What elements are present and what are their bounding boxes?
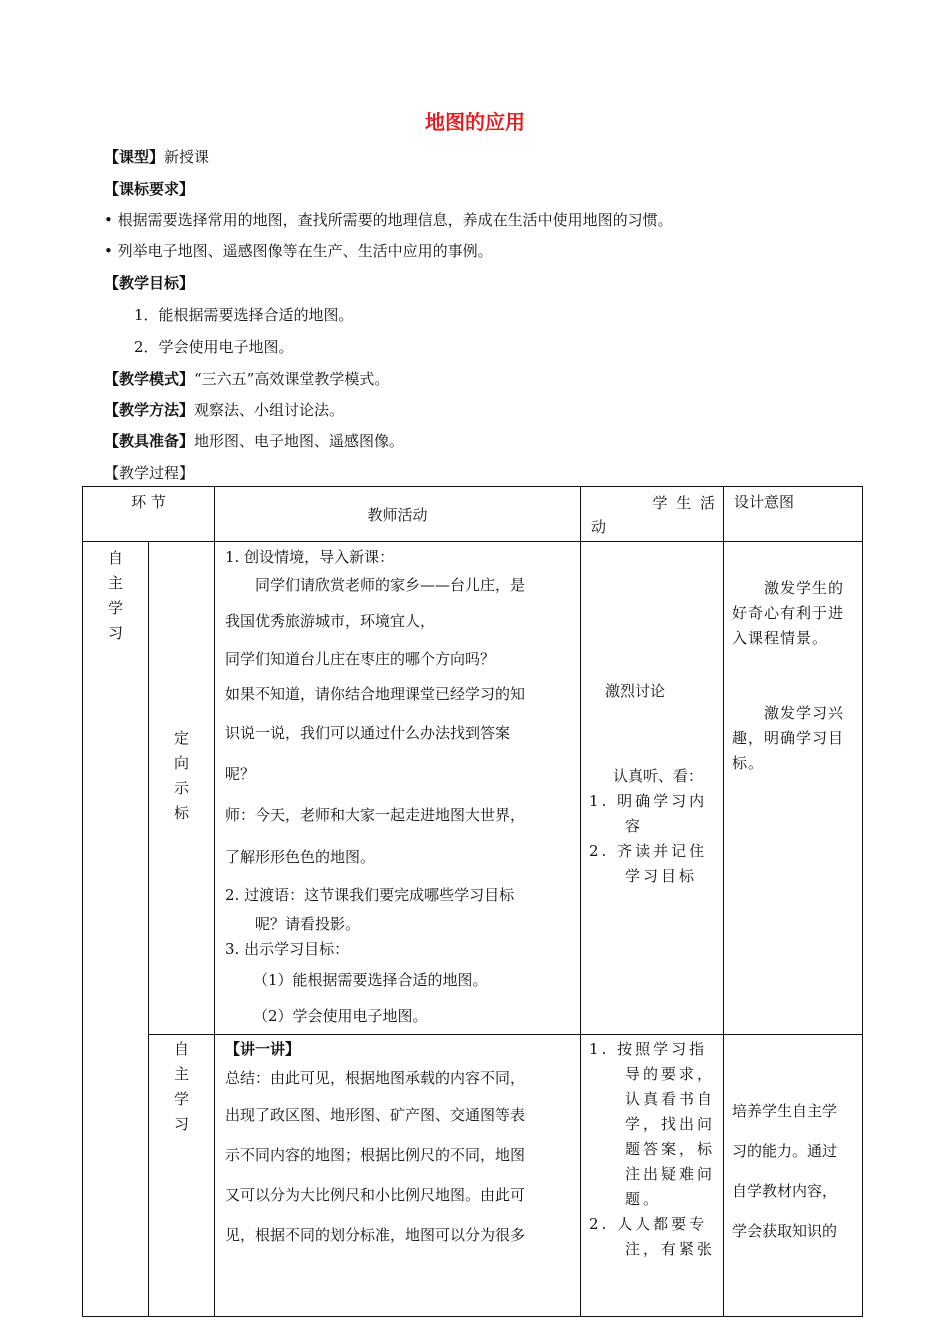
standards-item-2: • 列举电子地图、遥感图像等在生产、生活中应用的事例。 [104,242,493,260]
goals-item-1: 1．能根据需要选择合适的地图。 [134,306,354,324]
header-student-line1: 学 生 活 [652,494,717,512]
teacher-line: 呢？ [225,765,256,783]
design-line: 激发学生的 [732,579,845,597]
design-line: 激发学习兴 [732,704,845,722]
stage-cell [83,542,149,1317]
student-activity-self-study [581,1035,724,1317]
header-stage: 环 节 [83,487,215,542]
stage-char: 习 [107,624,123,642]
student-listen: 认真听、看： [613,767,704,785]
teacher-line: 师：今天，老师和大家一起走进地图大世界， [225,806,526,824]
student-line: 题答案，标 [589,1140,716,1158]
header-design: 设计意图 [724,487,863,542]
process-label: 【教学过程】 [104,464,195,482]
table-header-row [83,487,863,542]
teacher-activity-orientation [215,542,581,1035]
student-line: 学习目标 [589,867,698,885]
substage-char: 定 [173,729,189,747]
table-row-orientation [83,542,863,1035]
teacher-line: 出现了政区图、地形图、矿产图、交通图等表 [225,1106,526,1124]
student-line: 题。 [589,1190,662,1208]
design-line: 标。 [732,754,765,772]
design-intent-self-study [724,1035,863,1317]
substage-char: 自 [173,1040,189,1058]
teaching-mode-value: “三六五”高效课堂教学模式。 [194,370,390,388]
teacher-line: 同学们知道台儿庄在枣庄的哪个方向吗？ [225,650,496,668]
student-line: 2. 人人都要专 [589,1215,708,1233]
teacher-line: 见，根据不同的划分标准，地图可以分为很多 [225,1226,526,1244]
teacher-line: 又可以分为大比例尺和小比例尺地图。由此可 [225,1186,526,1204]
student-line: 1. 按照学习指 [589,1040,708,1058]
design-line: 学会获取知识的 [732,1222,838,1240]
page-title: 地图的应用 [425,110,525,134]
standards-item-1: • 根据需要选择常用的地图，查找所需要的地理信息，养成在生活中使用地图的习惯。 [104,211,673,229]
table-row-self-study [83,1035,863,1317]
teacher-line: 1. 创设情境，导入新课： [225,548,395,566]
design-line: 好奇心有利于进 [732,604,845,622]
teaching-mode [104,368,389,389]
teaching-tools [104,430,404,451]
stage-char: 主 [107,574,123,592]
stage-char: 自 [107,549,123,567]
substage-char: 主 [173,1065,189,1083]
teacher-line: 我国优秀旅游城市，环境宜人， [225,612,436,630]
lesson-type-value: 新授课 [164,148,210,166]
design-line: 入课程情景。 [732,629,829,647]
teacher-activity-self-study [215,1035,581,1317]
teacher-line: 了解形形色色的地图。 [225,848,376,866]
teaching-tools-value: 地形图、电子地图、遥感图像。 [194,432,405,450]
substage-self-study [149,1035,215,1317]
teacher-line: 识说一说，我们可以通过什么办法找到答案 [225,724,511,742]
lesson-type [104,146,209,167]
student-activity-orientation [581,542,724,1035]
teacher-line: 2. 过渡语：这节课我们要完成哪些学习目标 [225,886,515,904]
student-line: 注出疑难问 [589,1165,716,1183]
teacher-line: （1）能根据需要选择合适的地图。 [253,971,488,989]
substage-char: 学 [173,1090,189,1108]
teacher-heading: 【讲一讲】 [225,1040,301,1058]
student-line: 导的要求， [589,1065,716,1083]
teaching-method-label: 【教学方法】 [104,401,195,419]
teacher-line: 示不同内容的地图；根据比例尺的不同，地图 [225,1146,526,1164]
header-student-line2: 动 [591,518,607,536]
design-line: 自学教材内容， [732,1182,838,1200]
teacher-line: 如果不知道，请你结合地理课堂已经学习的知 [225,685,526,703]
process-table [82,486,863,1317]
design-intent-orientation [724,542,863,1035]
teaching-method-value: 观察法、小组讨论法。 [194,401,345,419]
header-student [581,487,724,542]
header-teacher: 教师活动 [215,487,581,542]
teaching-mode-label: 【教学模式】 [104,370,195,388]
teacher-line: 同学们请欣赏老师的家乡——台儿庄，是 [225,576,526,594]
teaching-tools-label: 【教具准备】 [104,432,195,450]
lesson-type-label: 【课型】 [104,148,165,166]
teacher-line: 呢？请看投影。 [225,915,361,933]
student-discuss: 激烈讨论 [605,682,666,700]
substage-char: 标 [173,804,189,822]
teacher-line: 总结：由此可见，根据地图承载的内容不同， [225,1069,526,1087]
teaching-method [104,399,344,420]
design-line: 培养学生自主学 [732,1102,838,1120]
teacher-line: （2）学会使用电子地图。 [253,1007,428,1025]
substage-char: 习 [173,1115,189,1133]
student-line: 认真看书自 [589,1090,716,1108]
standards-label: 【课标要求】 [104,180,195,198]
goals-item-2: 2．学会使用电子地图。 [134,338,294,356]
student-line: 注，有紧张 [589,1240,716,1258]
stage-char: 学 [107,599,123,617]
substage-orientation [149,542,215,1035]
substage-char: 示 [173,779,189,797]
teacher-line: 3. 出示学习目标： [225,940,350,958]
student-line: 学，找出问 [589,1115,716,1133]
design-line: 趣，明确学习目 [732,729,845,747]
substage-char: 向 [173,754,189,772]
student-line: 1. 明确学习内 [589,792,708,810]
goals-label: 【教学目标】 [104,274,195,292]
student-line: 2. 齐读并记住 [589,842,708,860]
design-line: 习的能力。通过 [732,1142,838,1160]
student-line: 容 [589,817,644,835]
